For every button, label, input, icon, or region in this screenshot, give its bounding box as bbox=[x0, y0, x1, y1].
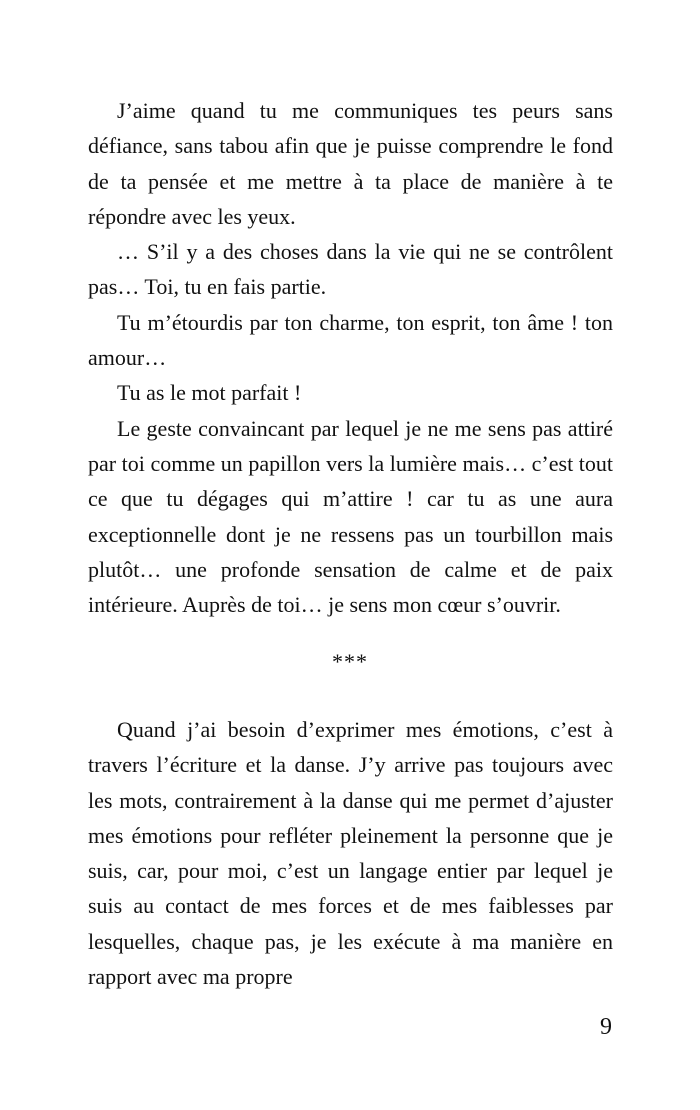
page-number: 9 bbox=[600, 1014, 612, 1040]
paragraph: Tu as le mot parfait ! bbox=[117, 380, 302, 406]
text-section-two bbox=[88, 712, 613, 994]
paragraph: Le geste convaincant par lequel je ne me sens pas attiré par toi comme un papillon vers la lumière mais… c’est tout ce que tu dégages qui m’attire ! car tu as une aura exceptionnelle dont je ne ressens pas un tourbillon mais plutôt… une profonde sensation de calme et de paix intérieure. Auprès de toi… je sens mon cœur s’ouvrir. bbox=[88, 415, 613, 618]
paragraph: Tu m’étourdis par ton charme, ton esprit, ton âme ! ton amour… bbox=[88, 309, 613, 371]
paragraph: J’aime quand tu me communiques tes peurs sans défiance, sans tabou afin que je puisse comprendre le fond de ta pensée et me mettre à ta place de manière à te répondre avec les yeux. bbox=[88, 98, 613, 229]
section-separator: *** bbox=[332, 649, 368, 674]
paragraph: Quand j’ai besoin d’exprimer mes émotions, c’est à travers l’écriture et la danse. J’y arrive pas toujours avec les mots, contrairement à la danse qui me permet d’ajuster mes émotions pour refléter pleinement la personne que je suis, car, pour moi, c’est un langage entier par lequel je suis au contact de mes forces et de mes faiblesses par lesquelles, chaque pas, je les exécute à ma manière en rapport avec ma propre bbox=[88, 717, 613, 990]
text-section-one bbox=[88, 93, 613, 622]
paragraph: … S’il y a des choses dans la vie qui ne se contrôlent pas… Toi, tu en fais partie. bbox=[88, 239, 613, 300]
